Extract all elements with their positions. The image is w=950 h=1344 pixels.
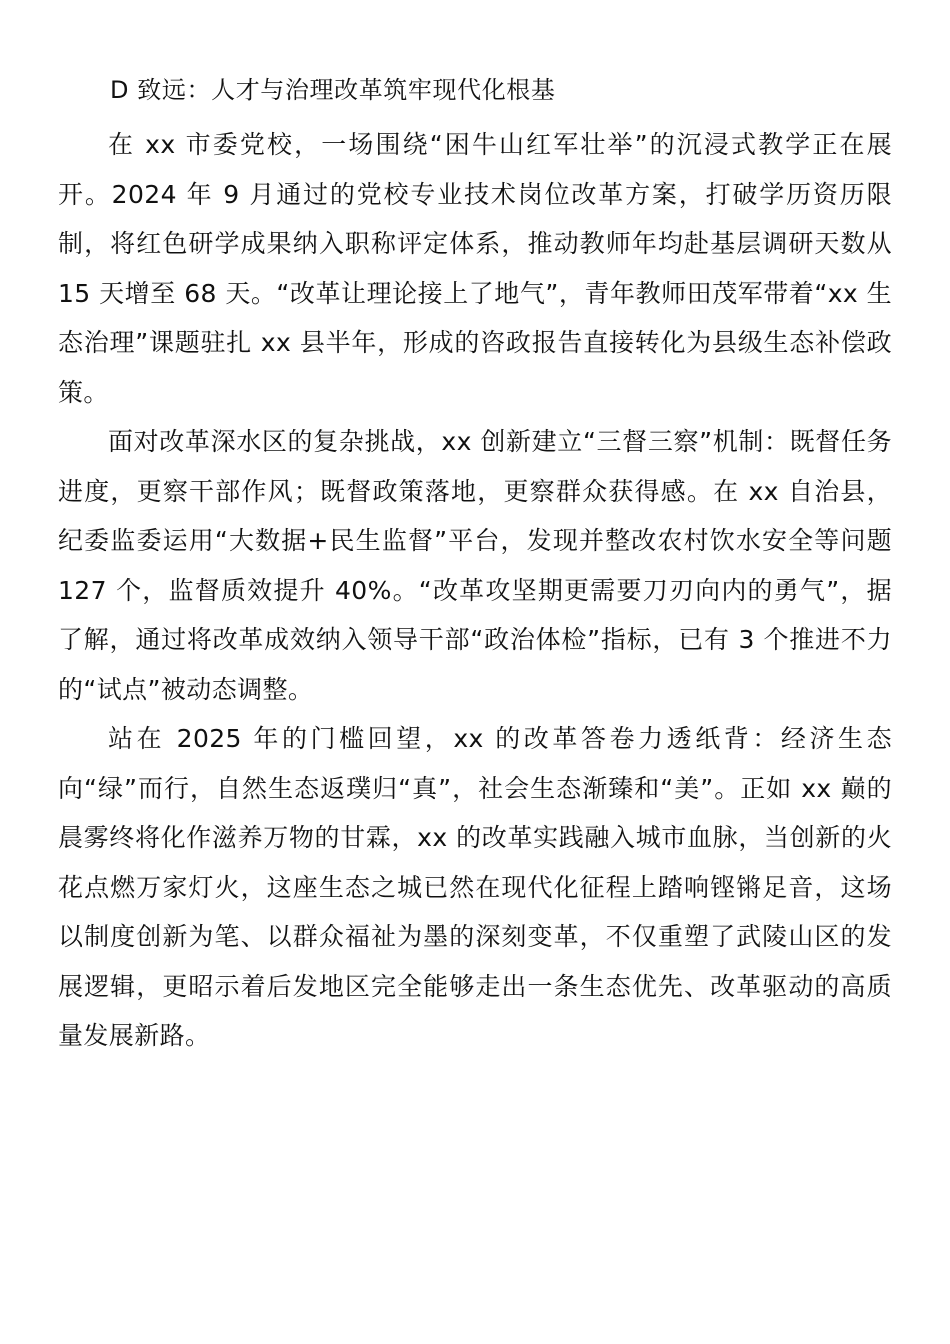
- paragraph-supervision-mechanism: 面对改革深水区的复杂挑战，xx 创新建立“三督三察”机制：既督任务进度，更察干部作风；既督政策落地，更察群众获得感。在 xx 自治县，纪委监委运用“大数据+民生监督”平台，发现并整改农村饮水安全等问题 127 个，监督质效提升 40%。“改革攻坚期更需要刀刃向内的勇气”，据了解，通过将改革成效纳入领导干部“政治体检”指标，已有 3 个推进不力的“试点”被动态调整。: [58, 427, 892, 704]
- document-page: [58, 72, 892, 1061]
- paragraph-conclusion: 站在 2025 年的门槛回望，xx 的改革答卷力透纸背：经济生态向“绿”而行，自然生态返璞归“真”，社会生态渐臻和“美”。正如 xx 巅的晨雾终将化作滋养万物的甘霖，xx 的改革实践融入城市血脉，当创新的火花点燃万家灯火，这座生态之城已然在现代化征程上踏响铿锵足音，这场以制度创新为笔、以群众福祉为墨的深刻变革，不仅重塑了武陵山区的发展逻辑，更昭示着后发地区完全能够走出一条生态优先、改革驱动的高质量发展新路。: [58, 724, 892, 1050]
- paragraph-talent-reform: 在 xx 市委党校，一场围绕“困牛山红军壮举”的沉浸式教学正在展开。2024 年 9 月通过的党校专业技术岗位改革方案，打破学历资历限制，将红色研学成果纳入职称评定体系，推动教师年均赴基层调研天数从 15 天增至 68 天。“改革让理论接上了地气”，青年教师田茂军带着“xx 生态治理”课题驻扎 xx 县半年，形成的咨政报告直接转化为县级生态补偿政策。: [58, 130, 892, 407]
- section-heading: D 致远：人才与治理改革筑牢现代化根基: [110, 76, 556, 104]
